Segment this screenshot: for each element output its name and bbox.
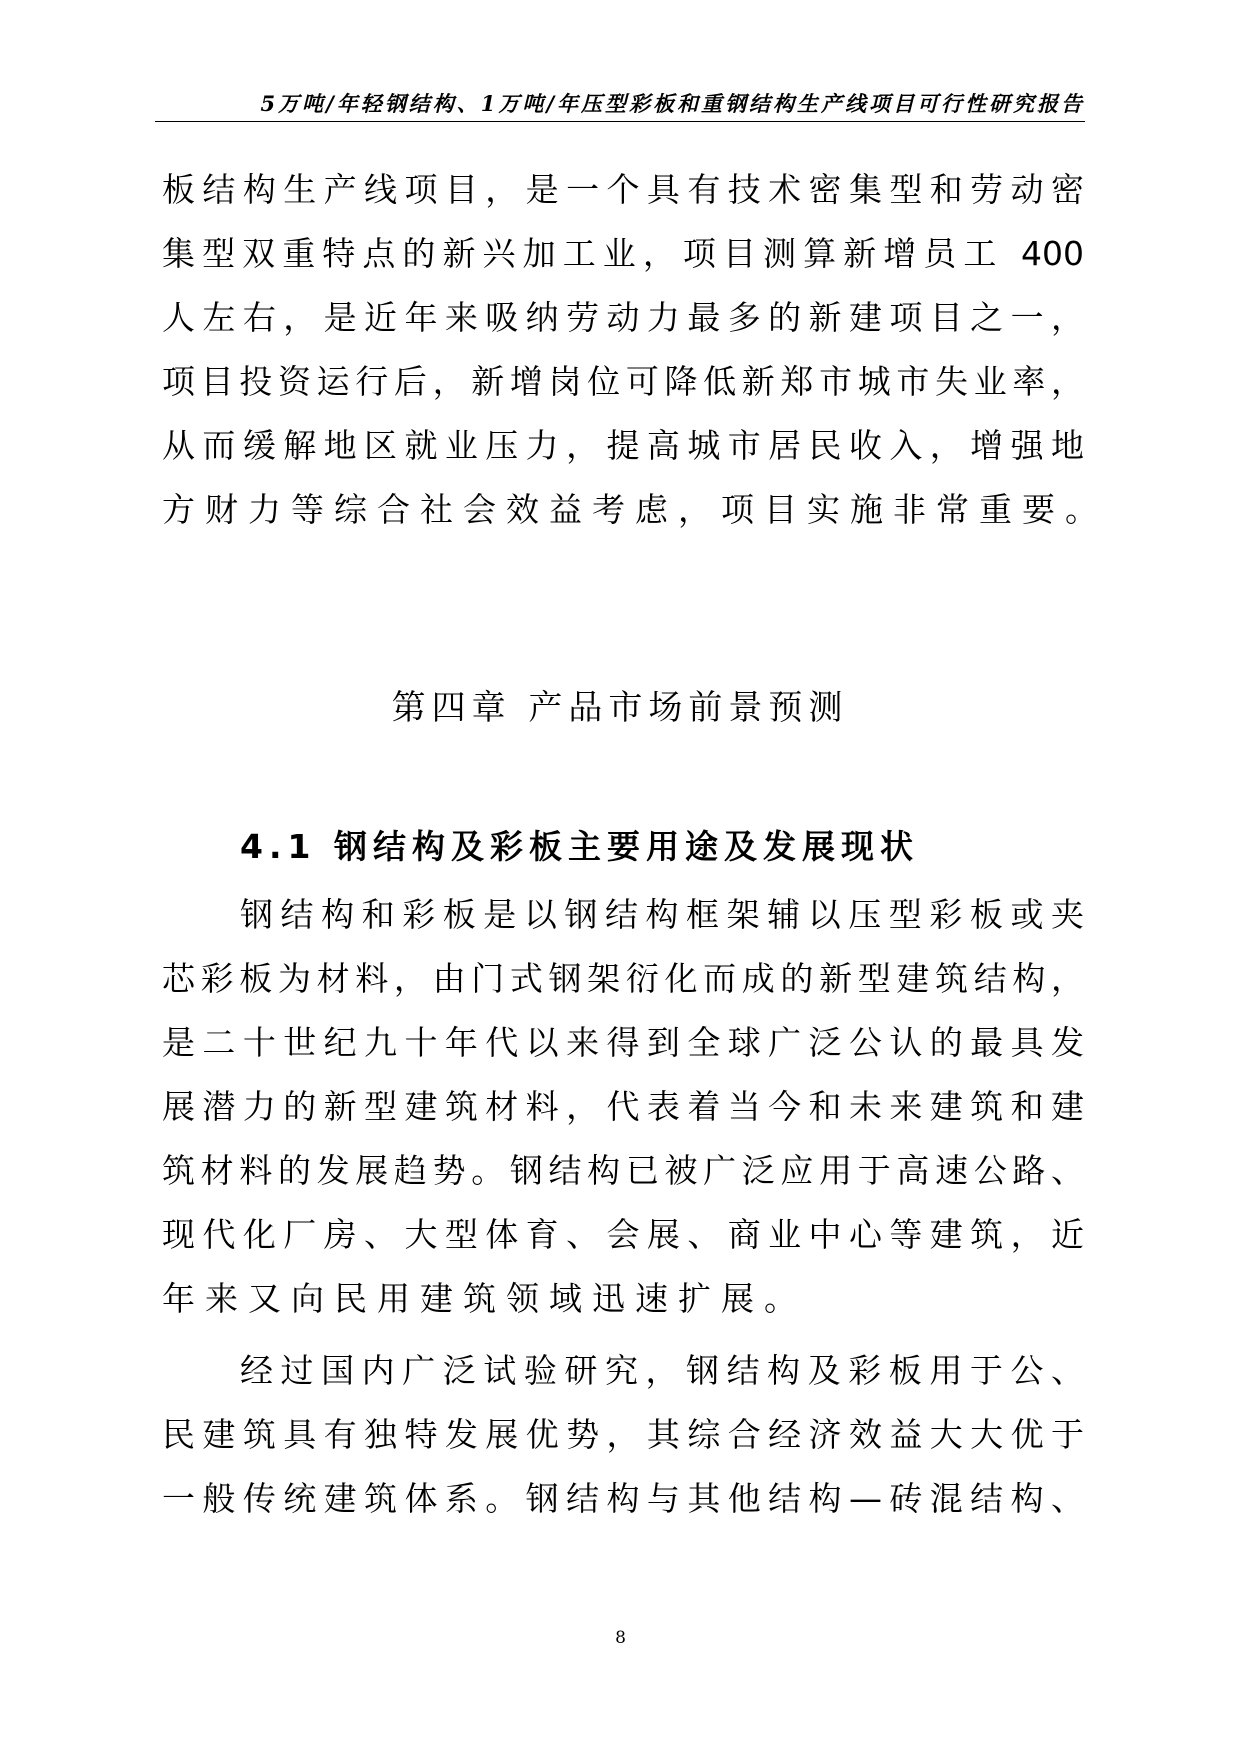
paragraph-1-line-5: 筑材料的发展趋势。钢结构已被广泛应用于高速公路、 [162, 1151, 1084, 1190]
intro-line-3: 人左右，是近年来吸纳劳动力最多的新建项目之一， [162, 298, 1084, 337]
paragraph-2-line-3: 一般传统建筑体系。钢结构与其他结构—砖混结构、 [162, 1479, 1084, 1518]
paragraph-1-line-1: 钢结构和彩板是以钢结构框架辅以压型彩板或夹 [240, 895, 1084, 934]
header-rule [155, 121, 1085, 122]
paragraph-1-line-3: 是二十世纪九十年代以来得到全球广泛公认的最具发 [162, 1023, 1084, 1062]
paragraph-1-line-7: 年来又向民用建筑领域迅速扩展。 [162, 1279, 807, 1318]
running-header: 5万吨/年轻钢结构、1万吨/年压型彩板和重钢结构生产线项目可行性研究报告 [260, 91, 1085, 116]
paragraph-2-line-1: 经过国内广泛试验研究，钢结构及彩板用于公、 [240, 1351, 1084, 1390]
section-title: 4.1 钢结构及彩板主要用途及发展现状 [240, 827, 919, 866]
intro-line-6: 方财力等综合社会效益考虑，项目实施非常重要。 [162, 490, 1108, 529]
paragraph-1-line-6: 现代化厂房、大型体育、会展、商业中心等建筑，近 [162, 1215, 1084, 1254]
paragraph-1-line-4: 展潜力的新型建筑材料，代表着当今和未来建筑和建 [162, 1087, 1084, 1126]
page-number: 8 [615, 1628, 626, 1648]
paragraph-1-line-2: 芯彩板为材料，由门式钢架衍化而成的新型建筑结构， [162, 959, 1084, 998]
paragraph-2-line-2: 民建筑具有独特发展优势，其综合经济效益大大优于 [162, 1415, 1084, 1454]
intro-line-1: 板结构生产线项目，是一个具有技术密集型和劳动密 [162, 170, 1084, 209]
intro-line-2: 集型双重特点的新兴加工业，项目测算新增员工 400 [162, 234, 1084, 273]
intro-line-5: 从而缓解地区就业压力，提高城市居民收入，增强地 [162, 426, 1084, 465]
chapter-title: 第四章 产品市场前景预测 [391, 688, 849, 728]
intro-line-4: 项目投资运行后，新增岗位可降低新郑市城市失业率， [162, 362, 1084, 401]
